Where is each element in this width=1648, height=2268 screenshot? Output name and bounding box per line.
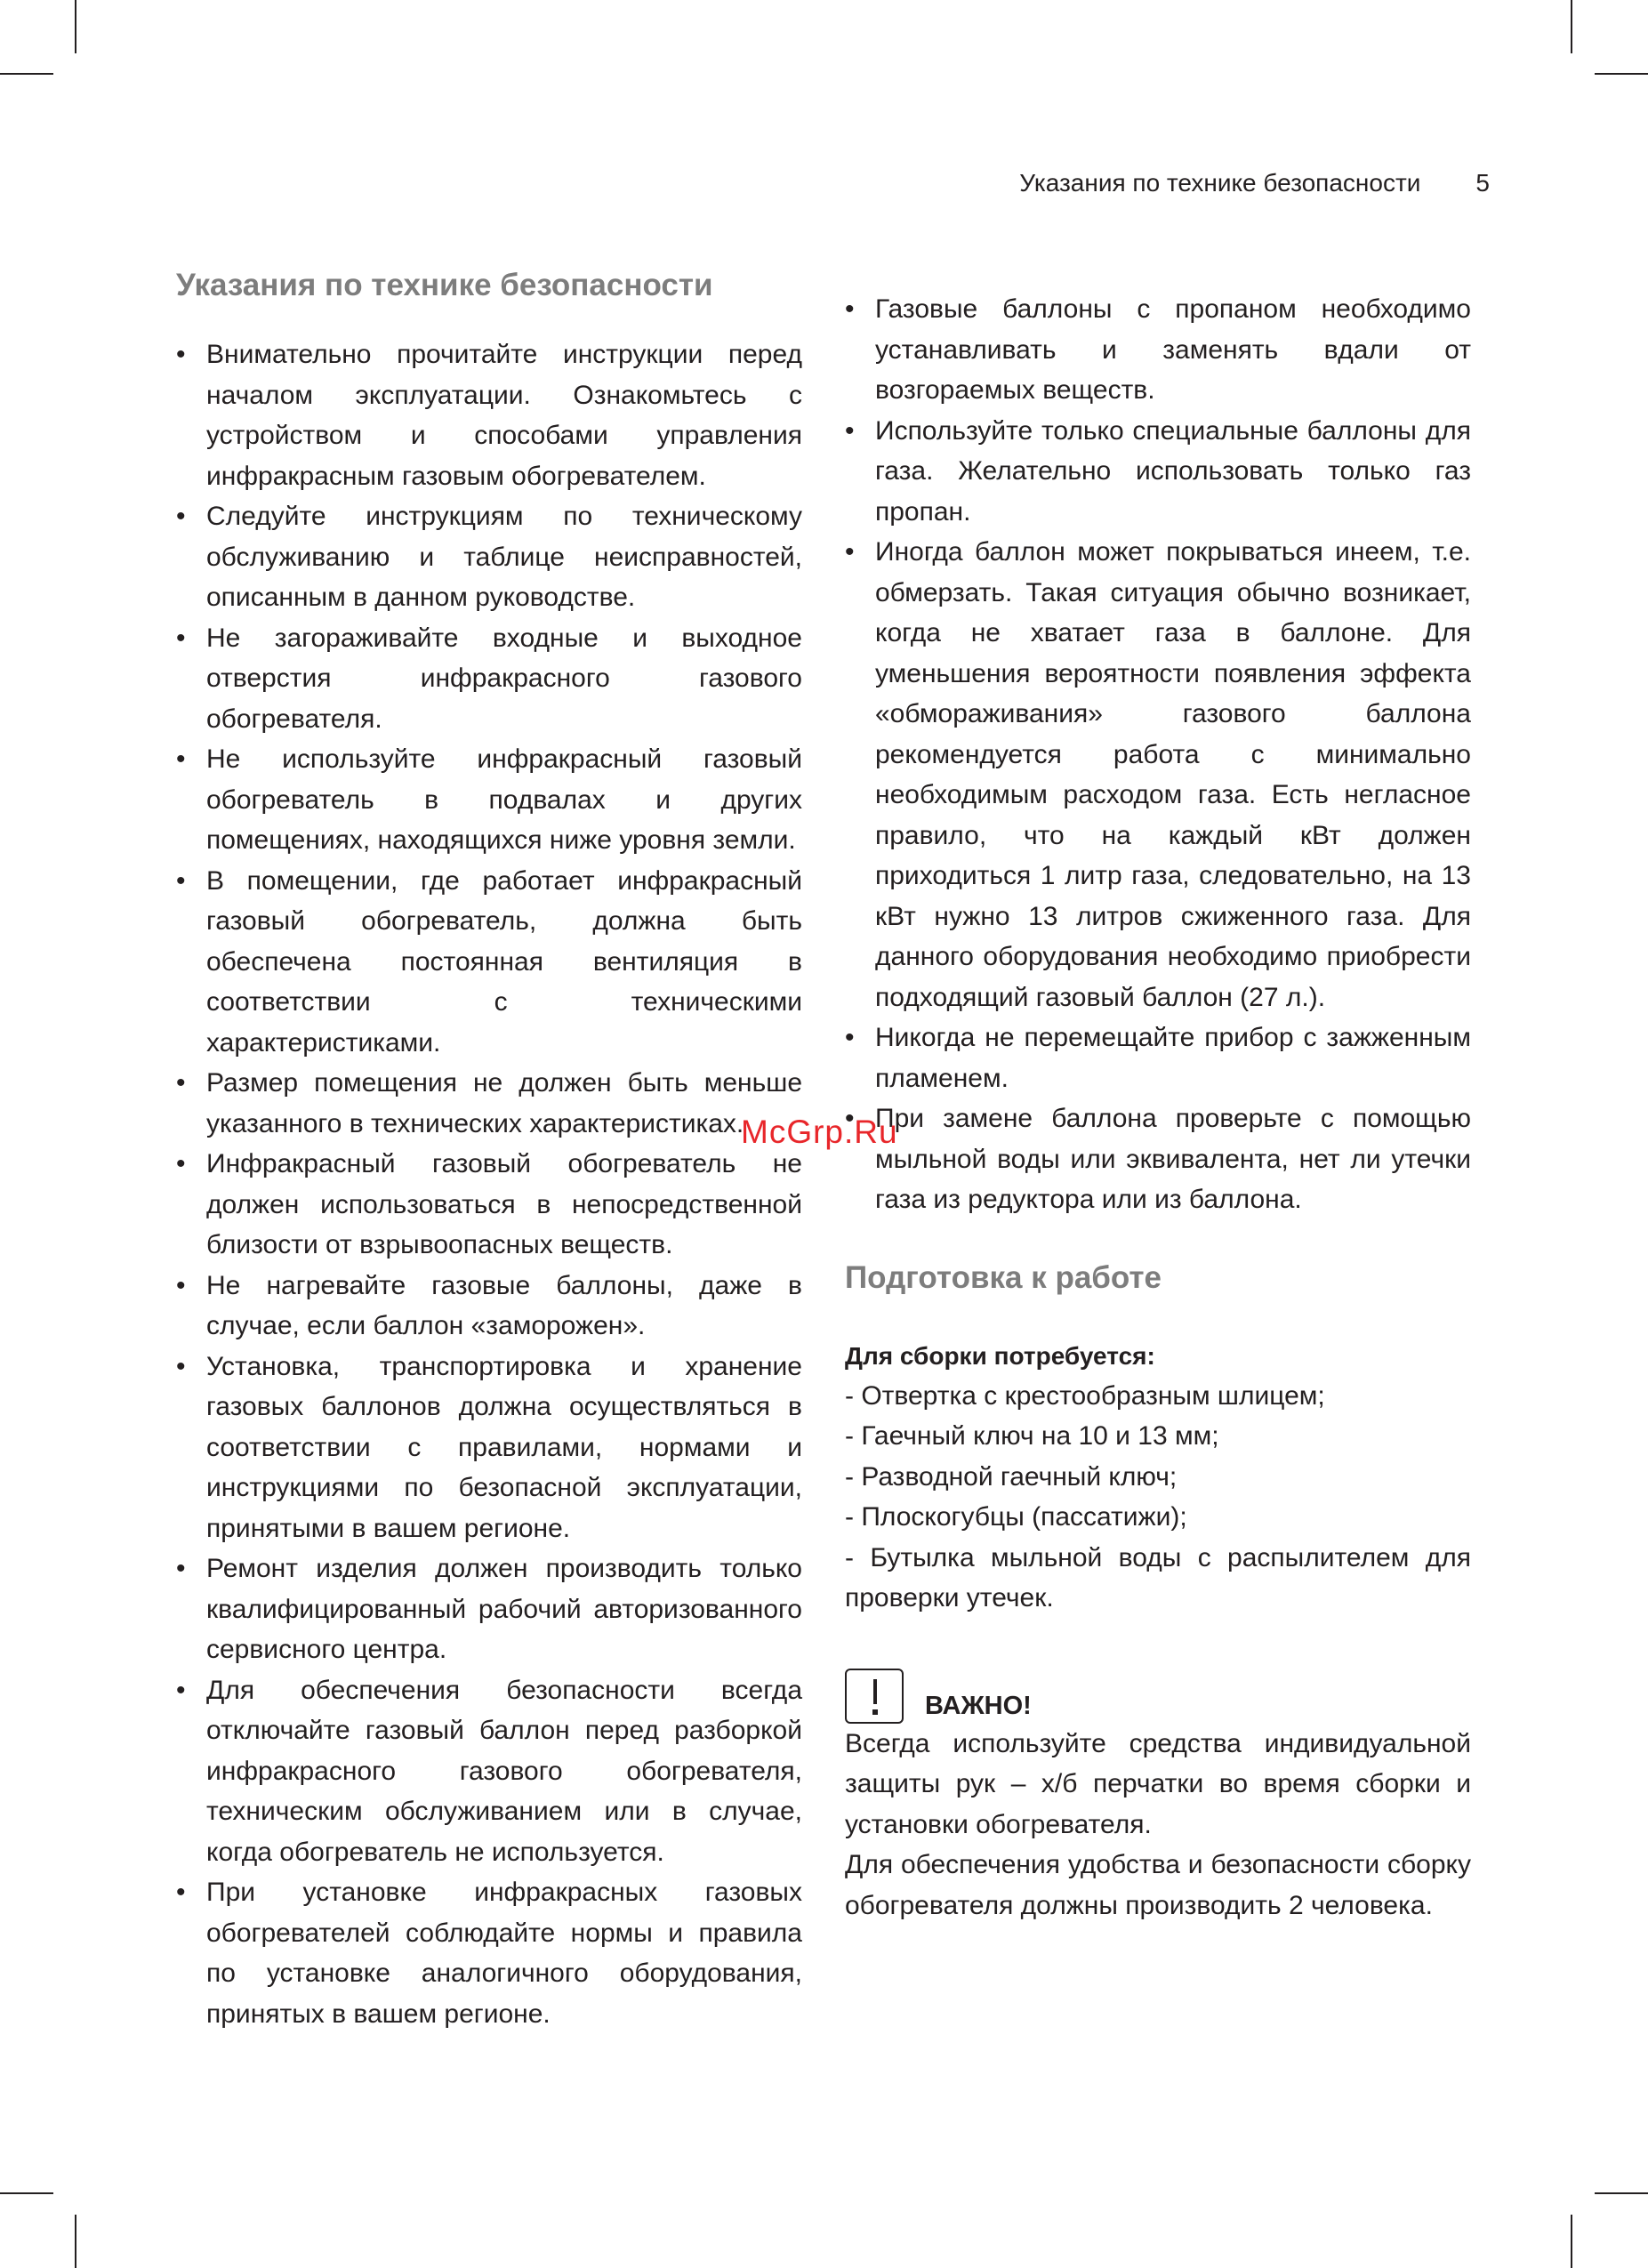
list-item: • Установка, транспортировка и хранение газовых баллонов должна осуществляться в соответствии с правилами, нормами и инструкциями по безопасной эксплуатации, принятыми в вашем регионе. <box>176 1347 802 1549</box>
running-header <box>1019 169 1490 197</box>
list-item: • Не загораживайте входные и выходное отверстия инфракрасного газового обогревателя. <box>176 618 802 740</box>
right-column <box>845 289 1471 1926</box>
important-paragraph: Всегда используйте средства индивидуальной защиты рук – х/б перчатки во время сборки и установки обогревателя. <box>845 1728 1471 1839</box>
list-item: • Внимательно прочитайте инструкции перед началом эксплуатации. Ознакомьтесь с устройством и способами управления инфракрасным газовым обогревателем. <box>176 334 802 496</box>
tool-item: - Отвертка с крестообразным шлицем; <box>845 1380 1325 1411</box>
crop-mark <box>1571 2215 1572 2268</box>
crop-mark <box>1571 0 1572 53</box>
list-item: • При установке инфракрасных газовых обогревателей соблюдайте нормы и правила по установке аналогичного оборудования, принятых в вашем регионе. <box>176 1872 802 2034</box>
important-label: ВАЖНО! <box>925 1691 1032 1720</box>
running-header-title: Указания по технике безопасности <box>1019 169 1421 197</box>
tool-item: - Бутылка мыльной воды с распылителем для проверки утечек. <box>845 1542 1471 1613</box>
crop-mark <box>75 2215 76 2268</box>
list-item: • Следуйте инструкциям по техническому обслуживанию и таблице неисправностей, описанным в данном руководстве. <box>176 496 802 618</box>
list-item: • Ремонт изделия должен производить только квалифицированный рабочий авторизованного сервисного центра. <box>176 1548 802 1670</box>
watermark: McGrp.Ru <box>741 1114 898 1150</box>
preparation-section-title: Подготовка к работе <box>845 1259 1162 1295</box>
crop-mark <box>1595 2192 1648 2194</box>
list-item: • При замене баллона проверьте с помощью мыльной воды или эквивалента, нет ли утечки газа из редуктора или из баллона. <box>845 1098 1471 1220</box>
list-item: • Иногда баллон может покрываться инеем, т.е. обмерзать. Такая ситуация обычно возникает, когда не хватает газа в баллоне. Для уменьшения вероятности появления эффекта «обмораживания» газового баллона рекомендуется работа с минимально необходимым расходом газа. Есть негласное правило, что на каждый кВт должен приходиться 1 литр газа, следовательно, на 13 кВт нужно 13 литров сжиженного газа. Для данного оборудования необходимо приобрести подходящий газовый баллон (27 л.). <box>845 532 1471 1017</box>
list-item: • Для обеспечения безопасности всегда отключайте газовый баллон перед разборкой инфракрасного газового обогревателя, техническим обслуживанием или в случае, когда обогреватель не используется. <box>176 1670 802 1873</box>
tool-item: - Гаечный ключ на 10 и 13 мм; <box>845 1421 1219 1451</box>
tool-item: - Разводной гаечный ключ; <box>845 1461 1178 1492</box>
important-notice-header <box>845 1669 1471 1724</box>
safety-list-left <box>176 334 802 2034</box>
tools-list <box>845 1376 1471 1619</box>
crop-mark <box>75 0 76 53</box>
tools-heading: Для сборки потребуется: <box>845 1341 1155 1370</box>
list-item: • Не используйте инфракрасный газовый обогреватель в подвалах и других помещениях, находящихся ниже уровня земли. <box>176 739 802 861</box>
list-item: • Используйте только специальные баллоны для газа. Желательно использовать только газ пропан. <box>845 411 1471 533</box>
crop-mark <box>0 73 53 75</box>
list-item: • Газовые баллоны с пропаном необходимо устанавливать и заменять вдали от возгораемых веществ. <box>845 289 1471 411</box>
list-item: • В помещении, где работает инфракрасный газовый обогреватель, должна быть обеспечена постоянная вентиляция в соответствии с техническими характеристиками. <box>176 861 802 1064</box>
safety-section-title: Указания по технике безопасности <box>176 268 713 302</box>
list-item: • Не нагревайте газовые баллоны, даже в случае, если баллон «заморожен». <box>176 1266 802 1347</box>
list-item: • Инфракрасный газовый обогреватель не должен использоваться в непосредственной близости от взрывоопасных веществ. <box>176 1144 802 1266</box>
left-column <box>176 267 802 2034</box>
crop-mark <box>1595 73 1648 75</box>
tool-item: - Плоскогубцы (пассатижи); <box>845 1502 1187 1532</box>
list-item: • Размер помещения не должен быть меньше указанного в технических характеристиках. <box>176 1063 802 1144</box>
list-item: • Никогда не перемещайте прибор с зажженным пламенем. <box>845 1017 1471 1098</box>
page-number: 5 <box>1475 169 1490 197</box>
crop-mark <box>0 2192 53 2194</box>
safety-list-right <box>845 289 1471 1220</box>
important-paragraph: Для обеспечения удобства и безопасности сборку обогревателя должны производить 2 человека. <box>845 1850 1471 1920</box>
exclamation-icon <box>845 1669 904 1724</box>
